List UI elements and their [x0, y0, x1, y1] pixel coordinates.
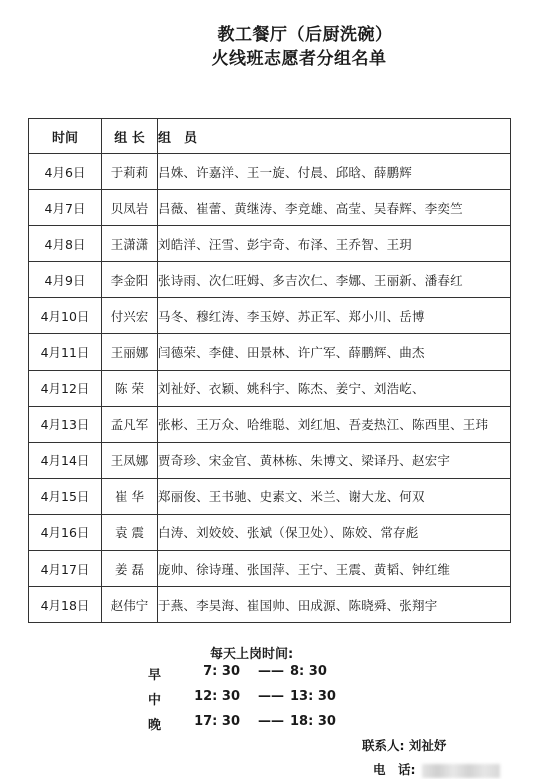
cell-members: 吕姝、许嘉洋、王一旋、付晨、邱晗、薛鹏辉: [158, 154, 511, 190]
table-row: [29, 587, 511, 623]
roster-table-body: [29, 154, 511, 623]
table-row: [29, 551, 511, 587]
contact-phone-label: 电 话:: [373, 762, 416, 777]
schedule-label: 晚: [148, 718, 162, 733]
cell-members: 闫德荣、李健、田景林、许广军、薛鹏辉、曲杰: [158, 334, 511, 370]
schedule-title: 每天上岗时间:: [210, 647, 294, 662]
column-header-members: 组 员: [158, 119, 511, 154]
cell-date: 4月7日: [29, 190, 102, 226]
schedule-label: 中: [148, 693, 162, 708]
table-row: [29, 226, 511, 262]
cell-members: 刘皓洋、汪雪、彭宇奇、布泽、王乔智、王玥: [158, 226, 511, 262]
document-title: 教工餐厅（后厨洗碗）: [217, 25, 393, 45]
column-header-date: 时间: [29, 119, 102, 154]
cell-date: 4月9日: [29, 262, 102, 298]
document-subtitle: 火线班志愿者分组名单: [211, 49, 387, 69]
roster-table: [28, 118, 511, 623]
table-row: [29, 514, 511, 550]
schedule-start-time: 12: 30: [194, 689, 240, 704]
cell-date: 4月10日: [29, 298, 102, 334]
cell-date: 4月13日: [29, 406, 102, 442]
schedule-end-time: 13: 30: [290, 689, 336, 704]
contact-person: [362, 736, 446, 754]
cell-leader: 崔 华: [102, 478, 158, 514]
cell-leader: 陈 荣: [102, 370, 158, 406]
cell-leader: 李金阳: [102, 262, 158, 298]
cell-leader: 付兴宏: [102, 298, 158, 334]
table-row: [29, 406, 511, 442]
table-row: [29, 478, 511, 514]
table-row: [29, 190, 511, 226]
cell-date: 4月16日: [29, 514, 102, 550]
cell-members: 吕薇、崔蕾、黄继涛、李竞雄、高莹、吴春辉、李奕竺: [158, 190, 511, 226]
table-row: [29, 442, 511, 478]
table-row: [29, 262, 511, 298]
cell-leader: 王凤娜: [102, 442, 158, 478]
contact-person-label: 联系人:: [362, 738, 405, 753]
cell-members: 于燕、李昊海、崔国帅、田成源、陈晓舜、张翔宇: [158, 587, 511, 623]
cell-members: 贾奇珍、宋金官、黄林栋、朱博文、梁译丹、赵宏宇: [158, 442, 511, 478]
cell-leader: 袁 震: [102, 514, 158, 550]
cell-date: 4月17日: [29, 551, 102, 587]
table-row: [29, 298, 511, 334]
schedule-dash: ——: [258, 714, 284, 729]
cell-leader: 王潇潇: [102, 226, 158, 262]
schedule-start-time: 7: 30: [203, 664, 240, 679]
table-header-row: [29, 119, 511, 154]
table-row: [29, 154, 511, 190]
contact-phone: [373, 760, 500, 778]
cell-leader: 于莉莉: [102, 154, 158, 190]
cell-leader: 贝凤岩: [102, 190, 158, 226]
schedule-start-time: 17: 30: [194, 714, 240, 729]
cell-members: 郑丽俊、王书驰、史素文、米兰、谢大龙、何双: [158, 478, 511, 514]
cell-members: 白涛、刘姣姣、张斌（保卫处）、陈姣、常存彪: [158, 514, 511, 550]
cell-members: 马冬、穆红涛、李玉婷、苏正军、郑小川、岳博: [158, 298, 511, 334]
cell-date: 4月11日: [29, 334, 102, 370]
schedule-label: 早: [148, 668, 162, 683]
cell-members: 刘祉妤、衣颖、姚科宇、陈杰、姜宁、刘浩屹、: [158, 370, 511, 406]
schedule-dash: ——: [258, 689, 284, 704]
cell-members: 张彬、王万众、哈维聪、刘红旭、吾麦热江、陈西里、王玮: [158, 406, 511, 442]
schedule-dash: ——: [258, 664, 284, 679]
cell-date: 4月12日: [29, 370, 102, 406]
cell-leader: 王丽娜: [102, 334, 158, 370]
table-row: [29, 370, 511, 406]
cell-date: 4月18日: [29, 587, 102, 623]
cell-members: 张诗雨、次仁旺姆、多吉次仁、李娜、王丽新、潘春红: [158, 262, 511, 298]
cell-members: 庞帅、徐诗瑾、张国萍、王宁、王震、黄韬、钟红维: [158, 551, 511, 587]
schedule-end-time: 18: 30: [290, 714, 336, 729]
contact-person-name: 刘祉妤: [408, 738, 447, 753]
table-row: [29, 334, 511, 370]
cell-date: 4月14日: [29, 442, 102, 478]
cell-leader: 姜 磊: [102, 551, 158, 587]
cell-leader: 赵伟宁: [102, 587, 158, 623]
cell-date: 4月8日: [29, 226, 102, 262]
schedule-end-time: 8: 30: [290, 664, 327, 679]
cell-leader: 孟凡军: [102, 406, 158, 442]
cell-date: 4月15日: [29, 478, 102, 514]
cell-date: 4月6日: [29, 154, 102, 190]
redacted-phone-number: [422, 764, 500, 778]
column-header-leader: 组 长: [102, 119, 158, 154]
